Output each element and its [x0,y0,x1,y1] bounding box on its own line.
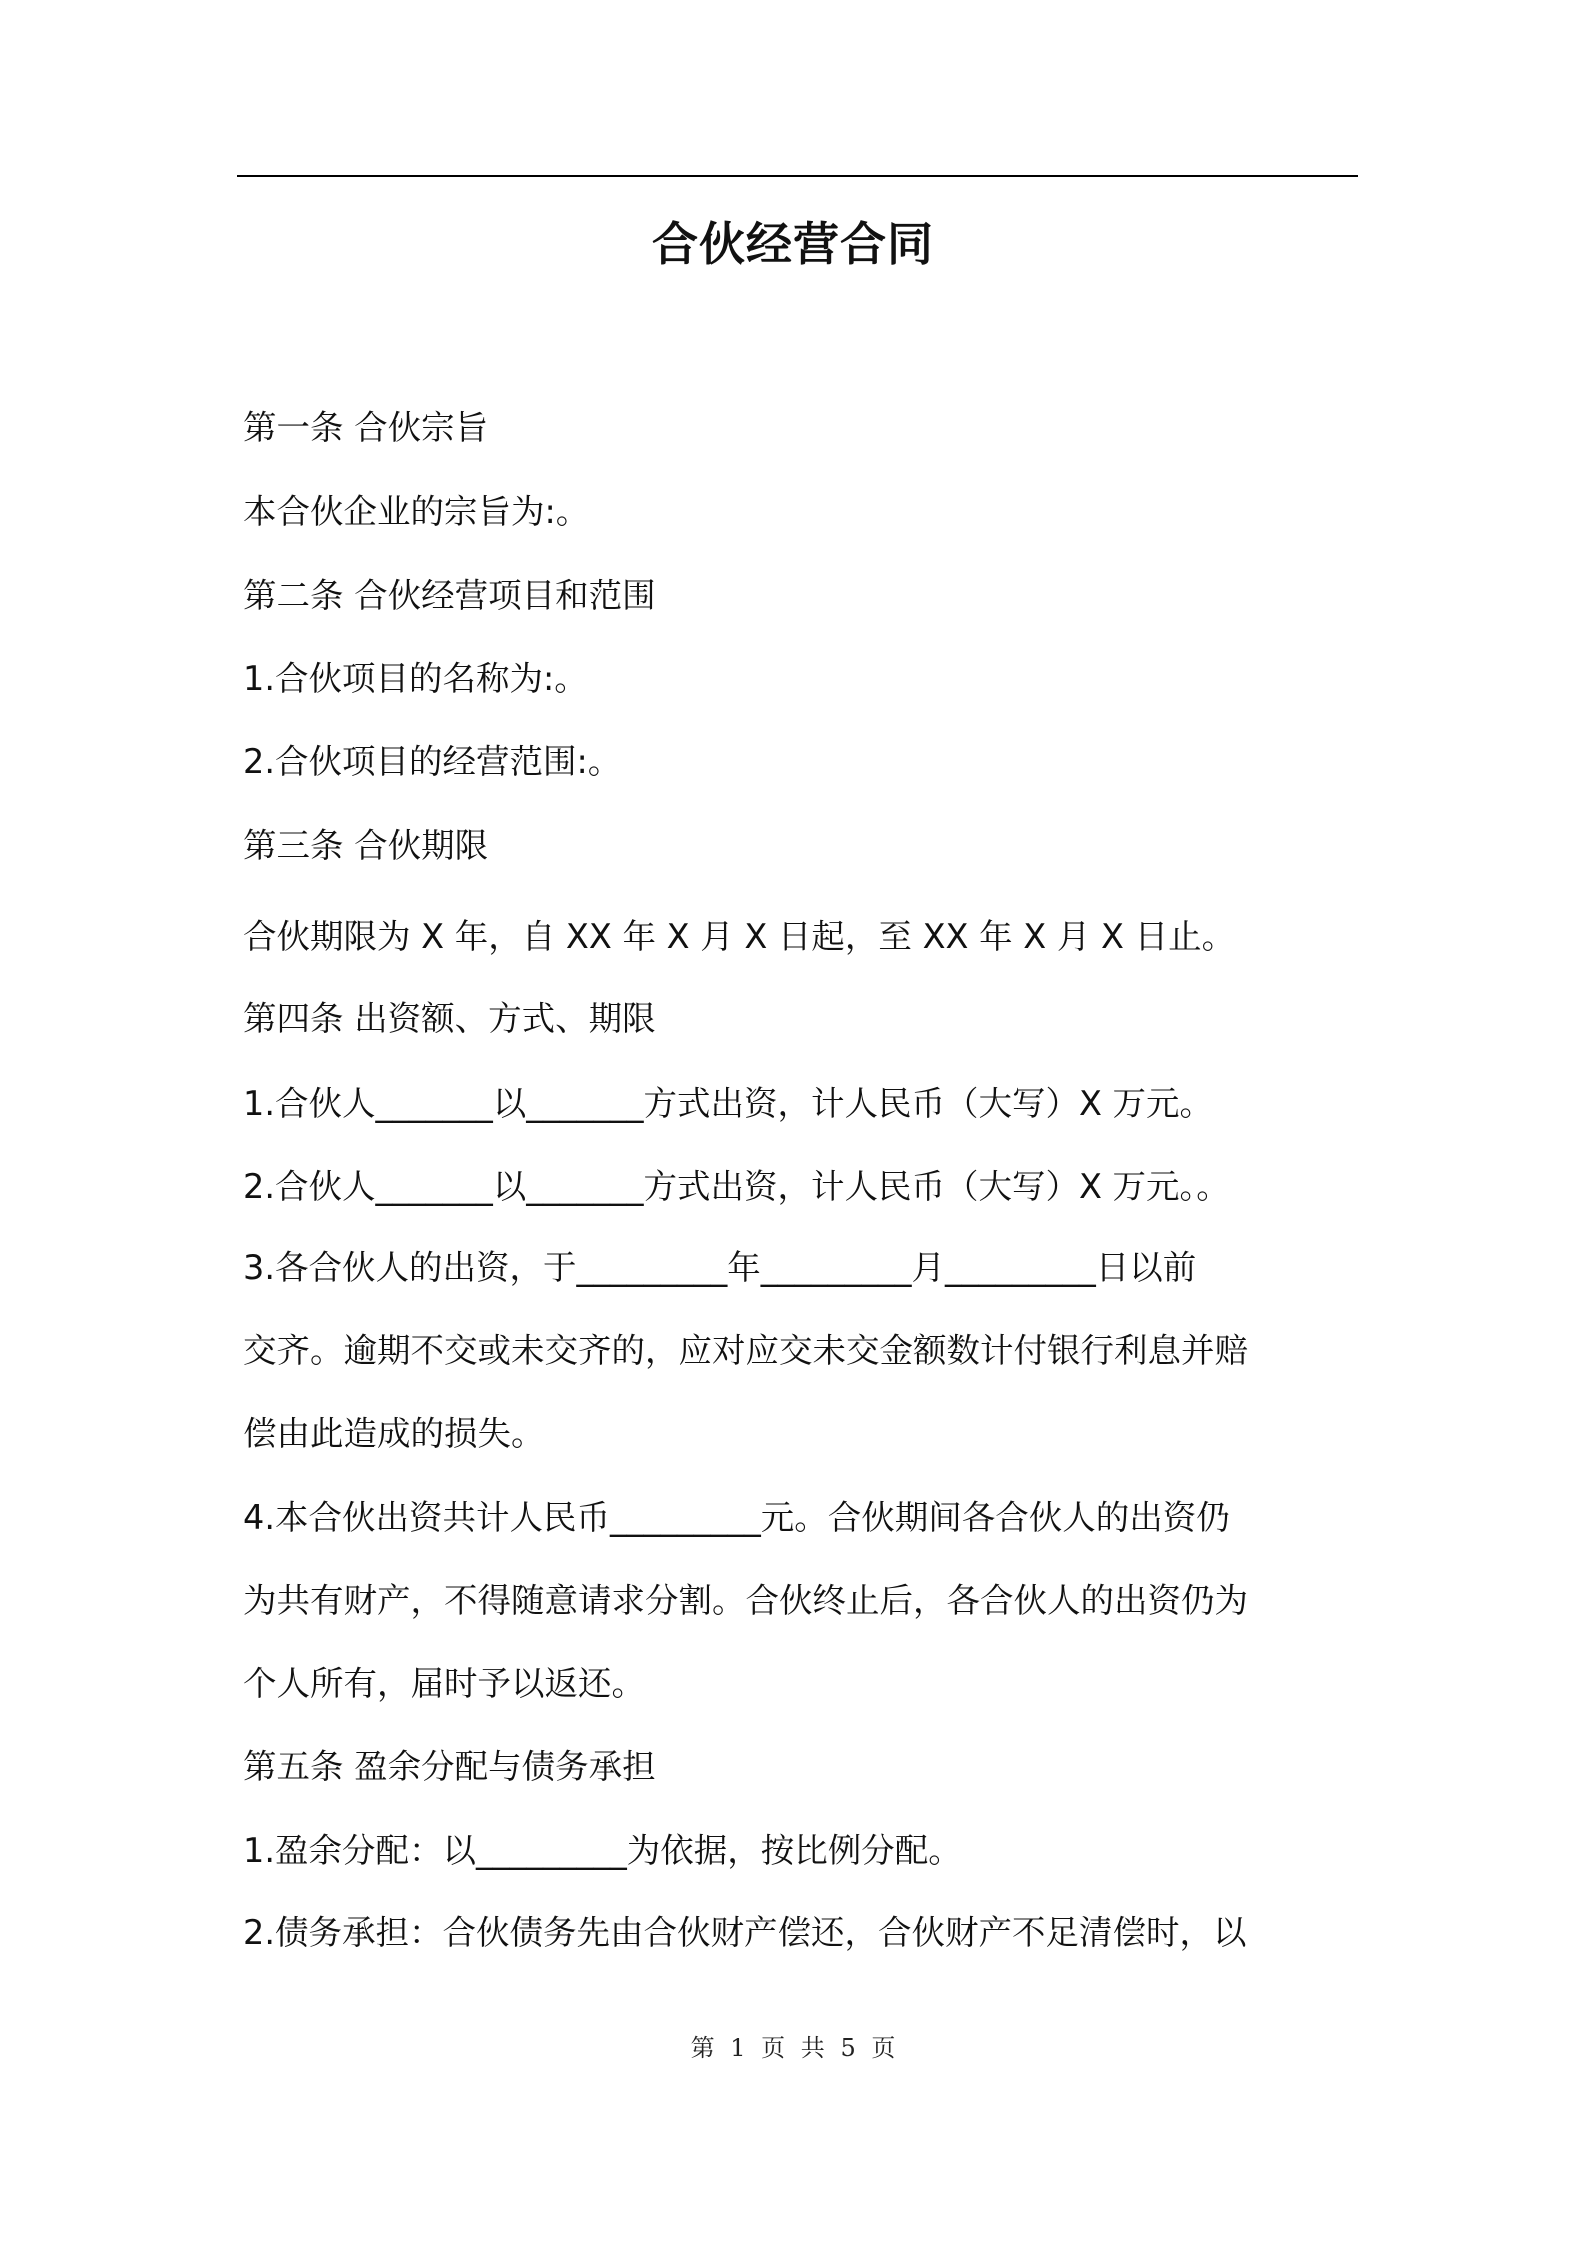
article-1-heading: 第一条 合伙宗旨 [243,408,489,447]
article-3-text: 合伙期限为 X 年，自 XX 年 X 月 X 日起，至 XX 年 X 月 X 日止。 [243,917,1236,956]
article-4-item-3-line-2: 交齐。逾期不交或未交齐的，应对应交未交金额数计付银行利息并赔 [243,1331,1248,1370]
article-2-item-1: 1.合伙项目的名称为:。 [243,659,588,698]
article-4-item-4-line-1: 4.本合伙出资共计人民币_________元。合伙期间各合伙人的出资仍 [243,1498,1230,1537]
article-2-item-2: 2.合伙项目的经营范围:。 [243,742,622,781]
article-4-item-2: 2.合伙人_______以_______方式出资，计人民币（大写）X 万元。。 [243,1167,1230,1206]
article-5-item-1: 1.盈余分配：以_________为依据，按比例分配。 [243,1831,962,1870]
article-3-heading: 第三条 合伙期限 [243,826,489,865]
article-1-text: 本合伙企业的宗旨为:。 [243,492,590,531]
article-4-item-4-line-3: 个人所有，届时予以返还。 [243,1664,645,1703]
header-rule [237,175,1358,177]
article-5-heading: 第五条 盈余分配与债务承担 [243,1747,656,1786]
article-4-item-3-line-1: 3.各合伙人的出资，于_________年_________月_________日以前 [243,1248,1197,1287]
article-4-item-1: 1.合伙人_______以_______方式出资，计人民币（大写）X 万元。 [243,1084,1214,1123]
article-4-heading: 第四条 出资额、方式、期限 [243,999,656,1038]
article-4-item-4-line-2: 为共有财产，不得随意请求分割。合伙终止后，各合伙人的出资仍为 [243,1581,1248,1620]
article-4-item-3-line-3: 偿由此造成的损失。 [243,1414,545,1453]
article-2-heading: 第二条 合伙经营项目和范围 [243,576,656,615]
document-title: 合伙经营合同 [652,217,934,271]
page-number: 第 1 页 共 5 页 [690,2034,896,2062]
article-5-item-2: 2.债务承担：合伙债务先由合伙财产偿还，合伙财产不足清偿时，以 [243,1913,1247,1952]
